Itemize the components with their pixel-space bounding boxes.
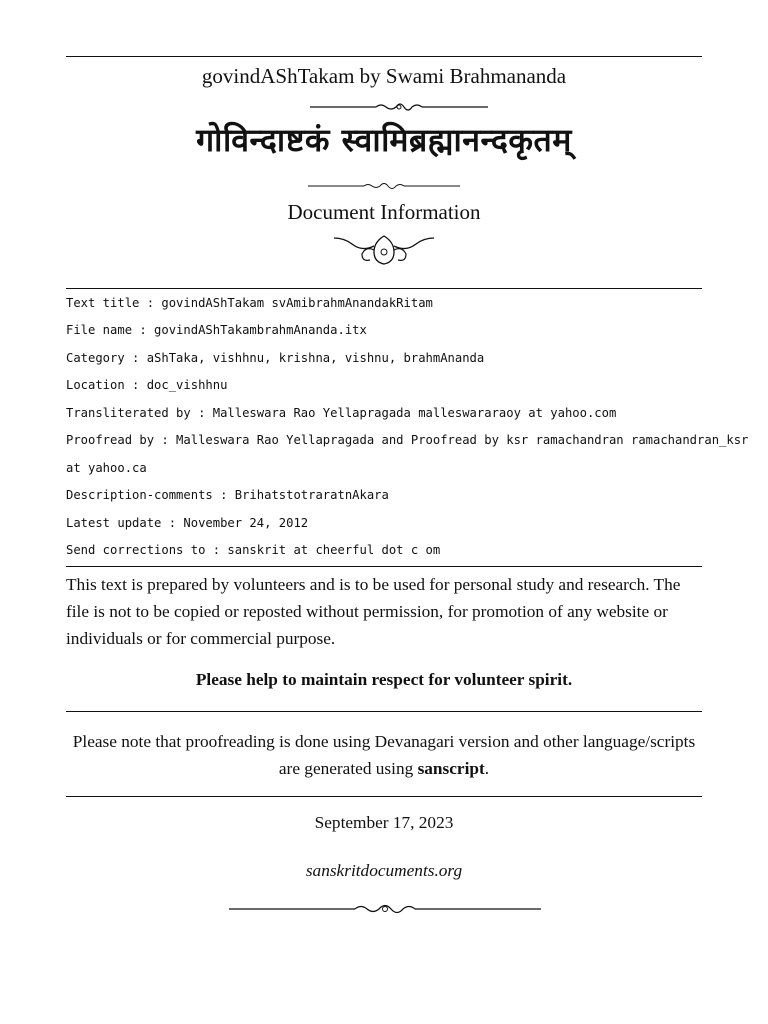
respect-notice: Please help to maintain respect for volunteer spirit.	[195, 670, 573, 689]
ornament-divider-icon	[229, 901, 541, 917]
meta-proofread-by: Proofread by : Malleswara Rao Yellapragada and Proofread by ksr ramachandran ramachandran_ksr	[66, 433, 749, 447]
meta-description: Description-comments : BrihatstotraratnAkara	[66, 488, 389, 502]
notice-line-2: file is not to be copied or reposted without permission, for promotion of any website or	[66, 602, 668, 621]
flourish-ornament-icon	[332, 228, 436, 268]
proofreading-note	[0, 728, 768, 782]
meta-transliterated-by: Transliterated by : Malleswara Rao Yellapragada malleswararaoy at yahoo.com	[66, 406, 617, 420]
proofreading-note-suffix: .	[484, 759, 490, 778]
proofreading-bottom-rule	[66, 796, 702, 797]
proofreading-note-line-1: Please note that proofreading is done using Devanagari version and other language/scripts	[72, 732, 696, 751]
notice-paragraph	[66, 571, 702, 652]
ornament-divider-icon	[310, 100, 488, 114]
metadata-top-rule	[66, 288, 702, 289]
ornament-divider-icon	[308, 180, 460, 192]
metadata-block	[66, 296, 749, 566]
section-title: Document Information	[287, 200, 481, 224]
meta-file-name: File name : govindAShTakambrahmAnanda.itx	[66, 323, 367, 337]
sanscript-label: sanscript	[417, 759, 485, 778]
document-date: September 17, 2023	[314, 813, 454, 832]
meta-proofread-by-continued: at yahoo.ca	[66, 461, 147, 475]
meta-location: Location : doc_vishhnu	[66, 378, 228, 392]
metadata-bottom-rule	[66, 566, 702, 567]
page-title: govindAShTakam by Swami Brahmananda	[201, 64, 567, 88]
meta-text-title: Text title : govindAShTakam svAmibrahmAnandakRitam	[66, 296, 433, 310]
site-name: sanskritdocuments.org	[305, 861, 463, 880]
meta-latest-update: Latest update : November 24, 2012	[66, 516, 309, 530]
proofreading-note-prefix: are generated using	[278, 759, 418, 778]
proofreading-note-line-2	[0, 755, 768, 782]
meta-category: Category : aShTaka, vishhnu, krishna, vishnu, brahmAnanda	[66, 351, 485, 365]
respect-bottom-rule	[66, 711, 702, 712]
top-rule	[66, 56, 702, 57]
notice-line-1: This text is prepared by volunteers and is to be used for personal study and research. The	[66, 575, 681, 594]
meta-send-corrections: Send corrections to : sanskrit at cheerful dot c om	[66, 543, 441, 557]
notice-line-3: individuals or for commercial purpose.	[66, 629, 336, 648]
devanagari-title: गोविन्दाष्टकं स्वामिब्रह्मानन्दकृतम्	[196, 121, 572, 159]
